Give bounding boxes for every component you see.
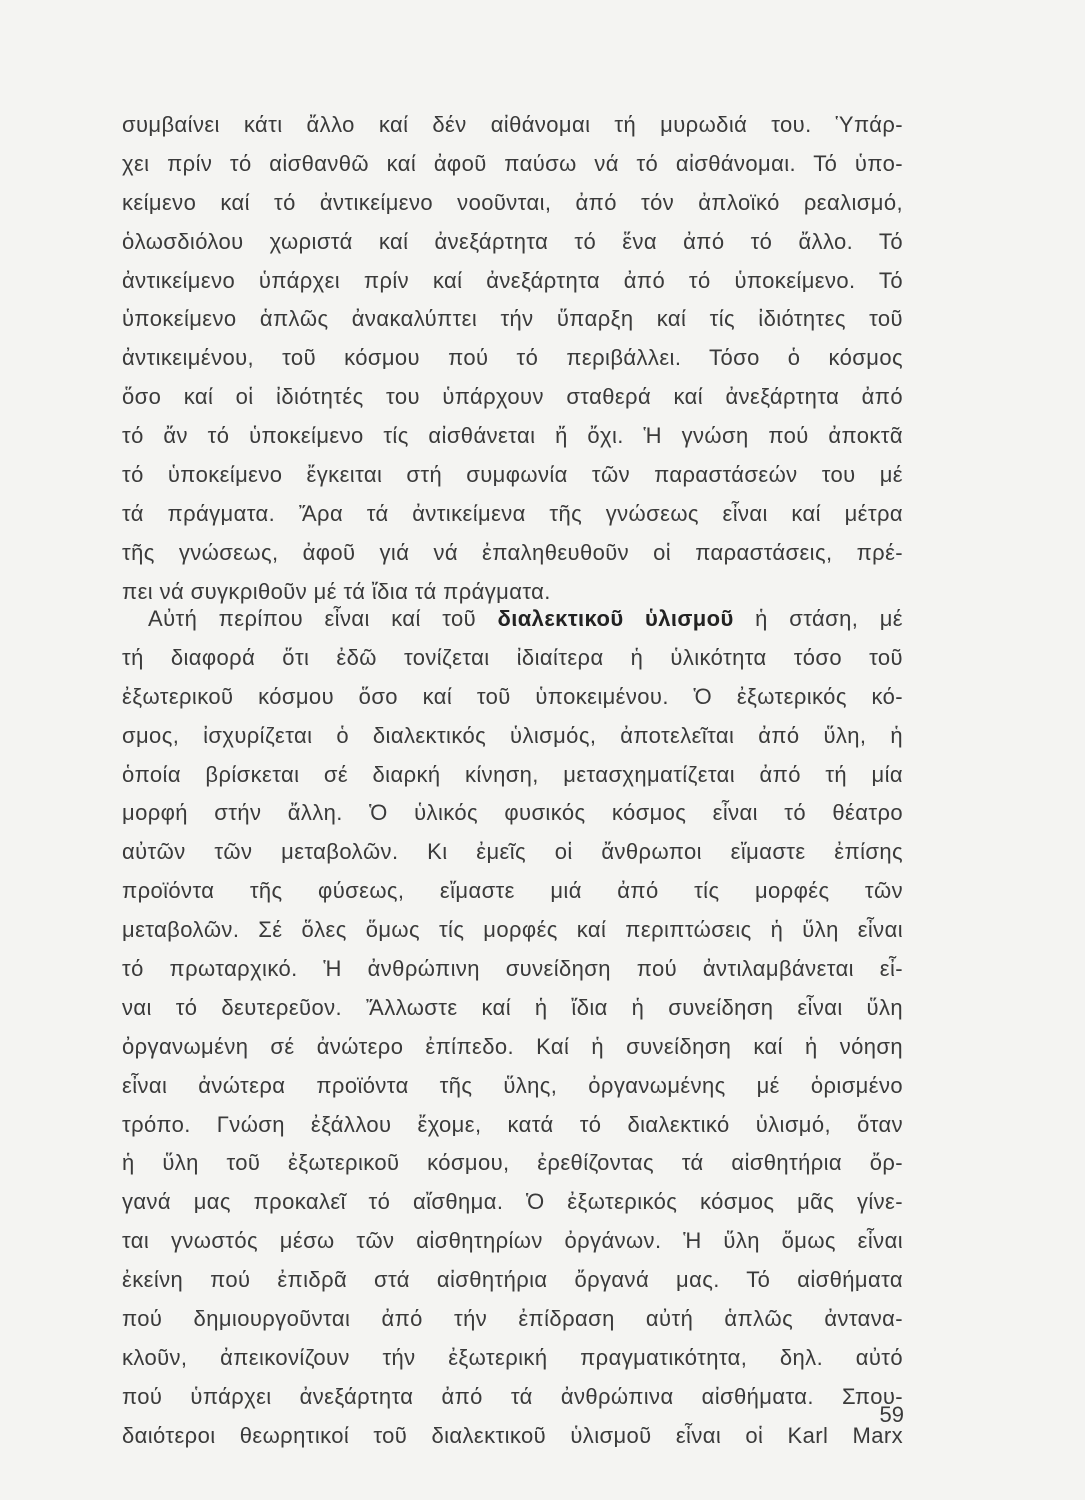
text-line: μορφή στήν ἄλλη. Ὁ ὑλικός φυσικός κόσμος εἶναι τό θέατρο (122, 800, 903, 826)
text-line: εἶναι ἀνώτερα προϊόντα τῆς ὕλης, ὀργανωμένης μέ ὁρισμένο (122, 1072, 903, 1098)
text-line: πού ὑπάρχει ἀνεξάρτητα ἀπό τά ἀνθρώπινα αἰσθήματα. Σπου- (122, 1383, 903, 1409)
text-line: αὐτῶν τῶν μεταβολῶν. Κι ἐμεῖς οἱ ἄνθρωποι εἴμαστε ἐπίσης (122, 839, 903, 865)
text-line: τή διαφορά ὅτι ἐδῶ τονίζεται ἰδιαίτερα ἡ ὑλικότητα τόσο τοῦ (122, 644, 903, 670)
text-line: χει πρίν τό αἰσθανθῶ καί ἀφοῦ παύσω νά τό αἰσθάνομαι. Τό ὑπο- (122, 150, 903, 176)
text-line: κείμενο καί τό ἀντικείμενο νοοῦνται, ἀπό τόν ἀπλοϊκό ρεαλισμό, (122, 189, 903, 215)
text-line: ὁποία βρίσκεται σέ διαρκή κίνηση, μετασχηματίζεται ἀπό τή μία (122, 761, 903, 787)
text-line: κλοῦν, ἀπεικονίζουν τήν ἐξωτερική πραγματικότητα, δηλ. αὐτό (122, 1344, 903, 1370)
text-line: συμβαίνει κάτι ἄλλο καί δέν αἰθάνομαι τή μυρωδιά του. Ὑπάρ- (122, 112, 903, 137)
text-line: ἡ ὕλη τοῦ ἐξωτερικοῦ κόσμου, ἐρεθίζοντας τά αἰσθητήρια ὄρ- (122, 1150, 903, 1176)
text-line: ναι τό δευτερεῦον. Ἄλλωστε καί ἡ ἴδια ἡ συνείδηση εἶναι ὕλη (122, 994, 903, 1020)
text-line: προϊόντα τῆς φύσεως, εἴμαστε μιά ἀπό τίς μορφές τῶν (122, 878, 903, 904)
text-line: σμος, ἰσχυρίζεται ὁ διαλεκτικός ὑλισμός, ἀποτελεῖται ἀπό ὕλη, ἡ (122, 722, 903, 748)
text-line: ἐξωτερικοῦ κόσμου ὅσο καί τοῦ ὑποκειμένου. Ὁ ἐξωτερικός κό- (122, 683, 903, 709)
paragraph-2 (122, 600, 903, 1456)
bold-term: διαλεκτικοῦ ὑλισμοῦ (497, 606, 734, 631)
text-line: τό ὑποκείμενο ἔγκειται στή συμφωνία τῶν παραστάσεών του μέ (122, 462, 903, 488)
text-line: ἐκείνη πού ἐπιδρᾶ στά αἰσθητήρια ὄργανά μας. Τό αἰσθήματα (122, 1267, 903, 1293)
text-line: τρόπο. Γνώση ἐξάλλου ἔχομε, κατά τό διαλεκτικό ὑλισμό, ὅταν (122, 1111, 903, 1137)
text-line: τά πράγματα. Ἄρα τά ἀντικείμενα τῆς γνώσεως εἶναι καί μέτρα (122, 500, 903, 526)
text-line: ἀντικειμένου, τοῦ κόσμου πού τό περιβάλλει. Τόσο ὁ κόσμος (122, 345, 903, 371)
text-line: ὁλωσδιόλου χωριστά καί ἀνεξάρτητα τό ἕνα ἀπό τό ἄλλο. Τό (122, 228, 903, 254)
text-line: πού δημιουργοῦνται ἀπό τήν ἐπίδραση αὐτή ἁπλῶς ἀντανα- (122, 1306, 903, 1332)
text-line: δαιότεροι θεωρητικοί τοῦ διαλεκτικοῦ ὑλισμοῦ εἶναι οἱ Karl Marx (122, 1422, 903, 1448)
text-line-last: πει νά συγκριθοῦν μέ τά ἴδια τά πράγματα. (122, 578, 551, 604)
page-number: 59 (879, 1402, 904, 1427)
text-line: γανά μας προκαλεῖ τό αἴσθημα. Ὁ ἐξωτερικός κόσμος μᾶς γίνε- (122, 1189, 903, 1215)
text-line: μεταβολῶν. Σέ ὅλες ὅμως τίς μορφές καί περιπτώσεις ἡ ὕλη εἶναι (122, 917, 903, 943)
text-line: ται γνωστός μέσω τῶν αἰσθητηρίων ὀργάνων. Ἡ ὕλη ὅμως εἶναι (122, 1228, 903, 1254)
text-line: τῆς γνώσεως, ἀφοῦ γιά νά ἐπαληθευθοῦν οἱ παραστάσεις, πρέ- (122, 539, 903, 565)
text-line: ὅσο καί οἱ ἰδιότητές του ὑπάρχουν σταθερά καί ἀνεξάρτητα ἀπό (122, 384, 903, 410)
text-run: Αὐτή περίπου εἶναι καί τοῦ (148, 606, 498, 631)
paragraph-1 (122, 106, 903, 612)
text-line: ὑποκείμενο ἁπλῶς ἀνακαλύπτει τήν ὕπαρξη καί τίς ἰδιότητες τοῦ (122, 306, 903, 332)
text-line: ἀντικείμενο ὑπάρχει πρίν καί ἀνεξάρτητα ἀπό τό ὑποκείμενο. Τό (122, 267, 903, 293)
text-line: ὀργανωμένη σέ ἀνώτερο ἐπίπεδο. Καί ἡ συνείδηση καί ἡ νόηση (122, 1033, 903, 1059)
text-run: ἡ στάση, μέ (733, 606, 903, 631)
text-line-first (122, 600, 903, 639)
text-line: τό ἄν τό ὑποκείμενο τίς αἰσθάνεται ἤ ὄχι. Ἡ γνώση πού ἀποκτᾶ (122, 423, 903, 449)
text-line: τό πρωταρχικό. Ἡ ἀνθρώπινη συνείδηση πού ἀντιλαμβάνεται εἶ- (122, 956, 903, 982)
